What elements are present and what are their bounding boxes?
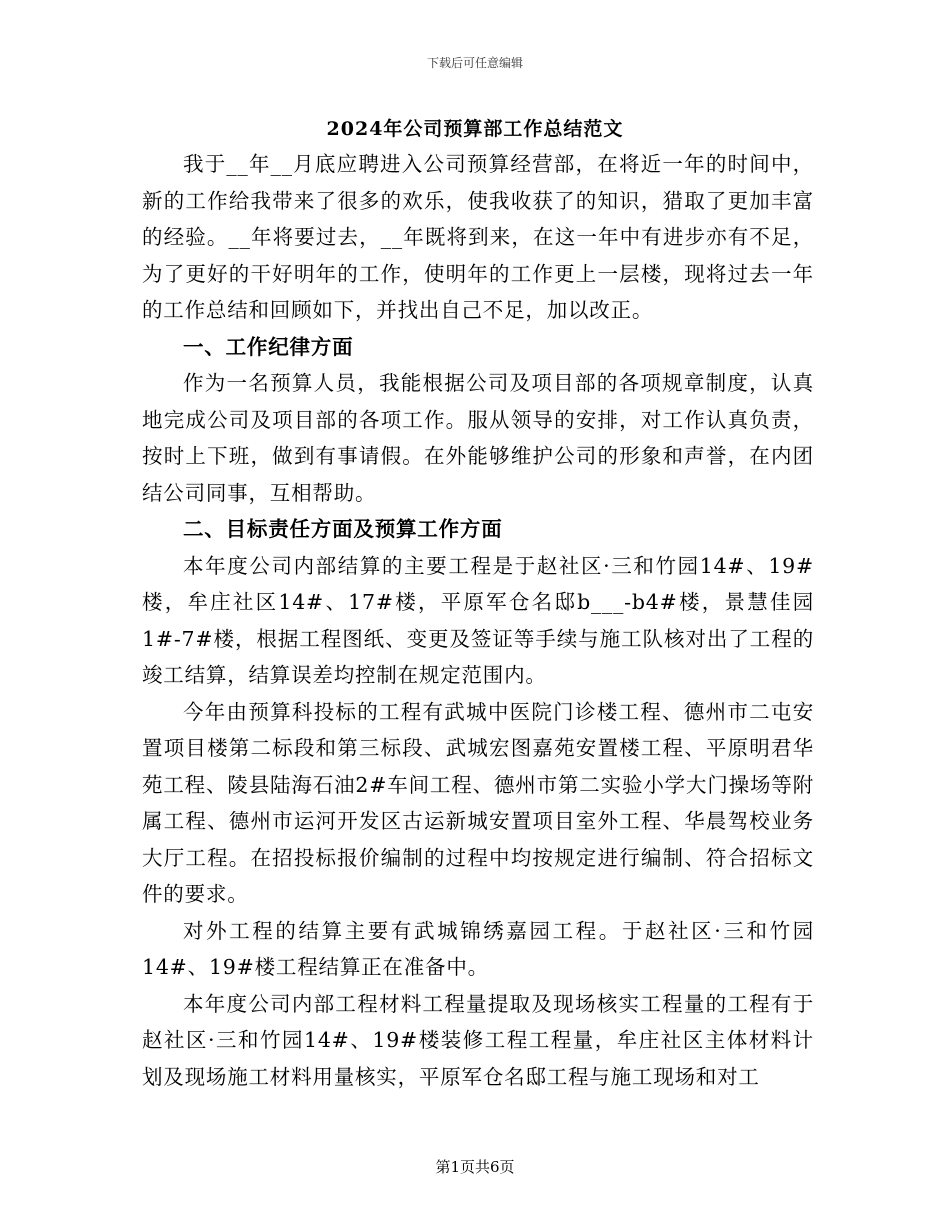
section-heading-targets: 二、目标责任方面及预算工作方面 [183,517,503,541]
document-body [142,146,814,1095]
settlement-paragraph: 本年度公司内部结算的主要工程是于赵社区·三和竹园14#、19#楼，牟庄社区14#、17#楼，平原军仓名邸b___-b4#楼，景慧佳园1#-7#楼，根据工程图纸、变更及签证等手续与施工队核对出了工程的竣工结算，结算误差均控制在规定范围内。 [142,553,814,687]
section-heading-discipline: 一、工作纪律方面 [183,334,354,359]
external-settlement-paragraph: 对外工程的结算主要有武城锦绣嘉园工程。于赵社区·三和竹园14#、19#楼工程结算正在准备中。 [142,918,814,979]
intro-paragraph: 我于__年__月底应聘进入公司预算经营部，在将近一年的时间中，新的工作给我带来了很多的欢乐，使我收获了的知识，猎取了更加丰富的经验。__年将要过去，__年既将到来，在这一年中有进步亦有不足，为了更好的干好明年的工作，使明年的工作更上一层楼，现将过去一年的工作总结和回顾如下，并找出自己不足，加以改正。 [142,152,814,322]
discipline-paragraph: 作为一名预算人员，我能根据公司及项目部的各项规章制度，认真地完成公司及项目部的各项工作。服从领导的安排，对工作认真负责，按时上下班，做到有事请假。在外能够维护公司的形象和声誉，在内团结公司同事，互相帮助。 [142,371,814,505]
bidding-paragraph: 今年由预算科投标的工程有武城中医院门诊楼工程、德州市二屯安置项目楼第二标段和第三标段、武城宏图嘉苑安置楼工程、平原明君华苑工程、陵县陆海石油2#车间工程、德州市第二实验小学大门操场等附属工程、德州市运河开发区古运新城安置项目室外工程、华晨驾校业务大厅工程。在招投标报价编制的过程中均按规定进行编制、符合招标文件的要求。 [142,699,814,906]
page-footer: 第1页共6页 [435,1158,515,1176]
document-title: 2024年公司预算部工作总结范文 [326,118,624,140]
header-note: 下载后可任意编辑 [426,56,523,70]
quantity-paragraph: 本年度公司内部工程材料工程量提取及现场核实工程量的工程有于赵社区·三和竹园14#、19#楼装修工程工程量，牟庄社区主体材料计划及现场施工材料用量核实，平原军仓名邸工程与施工现场和对工 [142,991,814,1089]
